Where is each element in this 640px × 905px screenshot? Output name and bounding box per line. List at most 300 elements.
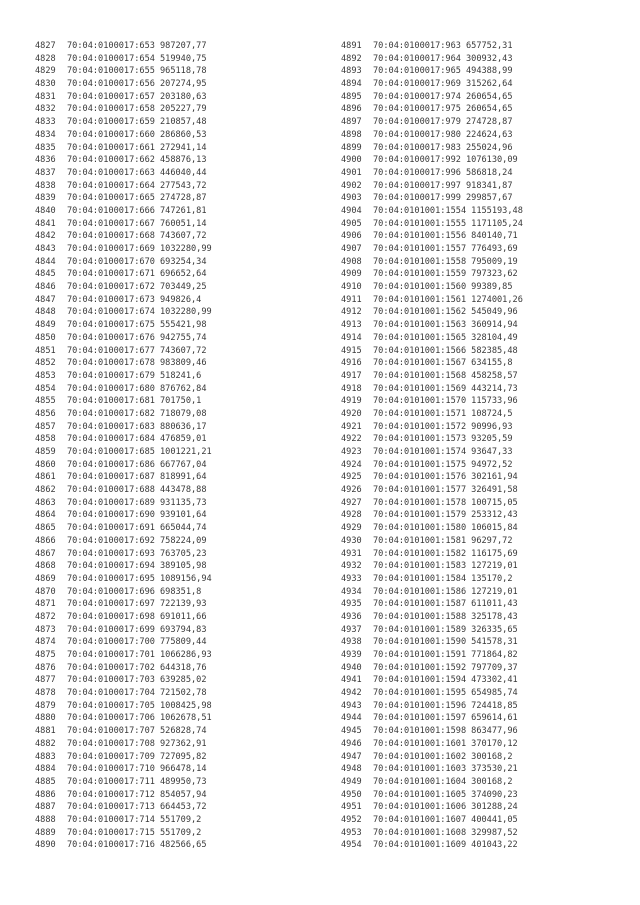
record-number: 4885 <box>35 776 56 787</box>
cadastral-value: 272941,14 <box>159 142 207 153</box>
cadastral-value: 987207,77 <box>159 41 207 51</box>
record-number: 4835 <box>35 142 56 153</box>
cadastral-value: 207274,95 <box>159 79 207 90</box>
cadastral-number: 70:04:0100017:710 <box>67 764 155 775</box>
cadastral-number: 70:04:0100017:713 <box>67 802 155 813</box>
record-row <box>35 268 212 281</box>
cadastral-value: 326335,65 <box>471 624 518 635</box>
cadastral-number: 70:04:0101001:1605 <box>373 789 467 800</box>
cadastral-value: 277543,72 <box>159 180 207 191</box>
cadastral-value: 551709,2 <box>159 827 202 838</box>
record-row <box>35 839 212 852</box>
cadastral-value: 476859,01 <box>159 434 207 445</box>
cadastral-number: 70:04:0100017:662 <box>67 155 155 166</box>
cadastral-value: 326491,58 <box>471 485 518 496</box>
record-number: 4892 <box>341 53 362 64</box>
cadastral-number: 70:04:0100017:705 <box>67 700 155 711</box>
record-number: 4897 <box>341 117 362 128</box>
cadastral-value: 776493,69 <box>471 244 518 254</box>
cadastral-number: 70:04:0100017:704 <box>67 688 155 699</box>
cadastral-value: 260654,65 <box>465 91 513 102</box>
record-row <box>341 700 523 713</box>
cadastral-value: 127219,01 <box>471 561 518 572</box>
record-row <box>341 662 523 675</box>
cadastral-value: 931135,73 <box>159 497 207 508</box>
cadastral-number: 70:04:0100017:711 <box>67 776 155 787</box>
cadastral-value: 1076130,09 <box>465 155 518 166</box>
cadastral-value: 1032280,99 <box>159 307 212 318</box>
record-row <box>35 180 212 193</box>
record-row <box>35 154 212 167</box>
record-row <box>35 306 212 319</box>
record-number: 4866 <box>35 535 56 546</box>
record-row <box>35 573 212 586</box>
cadastral-number: 70:04:0101001:1590 <box>373 637 467 648</box>
cadastral-number: 70:04:0100017:975 <box>373 104 461 115</box>
record-row <box>341 712 523 725</box>
record-row <box>35 674 212 687</box>
record-number: 4919 <box>341 396 362 407</box>
cadastral-value: 743607,72 <box>159 231 207 242</box>
record-row <box>341 154 523 167</box>
record-row <box>35 814 212 827</box>
record-row <box>35 256 212 269</box>
cadastral-number: 70:04:0100017:688 <box>67 485 155 496</box>
record-number: 4937 <box>341 624 362 635</box>
cadastral-number: 70:04:0100017:653 <box>67 41 155 51</box>
record-number: 4946 <box>341 738 362 749</box>
cadastral-number: 70:04:0100017:685 <box>67 447 155 457</box>
record-row <box>35 281 212 294</box>
record-number: 4830 <box>35 79 56 90</box>
cadastral-number: 70:04:0101001:1563 <box>373 320 467 331</box>
record-row <box>35 611 212 624</box>
record-number: 4847 <box>35 294 56 305</box>
record-number: 4904 <box>341 205 362 216</box>
record-number: 4833 <box>35 117 56 128</box>
record-row <box>341 256 523 269</box>
cadastral-number: 70:04:0101001:1555 <box>373 218 467 229</box>
cadastral-number: 70:04:0101001:1588 <box>373 611 467 622</box>
record-number: 4852 <box>35 358 56 369</box>
cadastral-value: 210857,48 <box>159 117 207 128</box>
record-number: 4933 <box>341 573 362 584</box>
cadastral-value: 255024,96 <box>465 142 513 153</box>
record-number: 4893 <box>341 66 362 77</box>
record-number: 4832 <box>35 104 56 115</box>
record-row <box>341 91 523 104</box>
cadastral-value: 1008425,98 <box>159 700 212 711</box>
record-number: 4867 <box>35 548 56 559</box>
cadastral-value: 854057,94 <box>159 789 207 800</box>
record-row <box>35 357 212 370</box>
record-number: 4953 <box>341 827 362 838</box>
cadastral-value: 329987,52 <box>471 827 518 838</box>
cadastral-number: 70:04:0100017:681 <box>67 396 155 407</box>
cadastral-number: 70:04:0100017:675 <box>67 320 155 331</box>
record-row <box>341 103 523 116</box>
cadastral-value: 519940,75 <box>159 53 207 64</box>
cadastral-value: 300168,2 <box>471 751 513 762</box>
record-number: 4944 <box>341 713 362 724</box>
record-row <box>341 332 523 345</box>
record-row <box>35 459 212 472</box>
cadastral-value: 545049,96 <box>471 307 518 318</box>
cadastral-number: 70:04:0100017:979 <box>373 117 461 128</box>
record-row <box>341 345 523 358</box>
cadastral-number: 70:04:0100017:694 <box>67 561 155 572</box>
record-row <box>341 205 523 218</box>
record-number: 4911 <box>341 294 362 305</box>
cadastral-value: 473302,41 <box>471 675 518 686</box>
cadastral-value: 876762,84 <box>159 383 207 394</box>
record-row <box>341 53 523 66</box>
cadastral-number: 70:04:0101001:1583 <box>373 561 467 572</box>
record-number: 4843 <box>35 244 56 254</box>
cadastral-number: 70:04:0101001:1570 <box>373 396 467 407</box>
record-number: 4862 <box>35 485 56 496</box>
cadastral-value: 446040,44 <box>159 167 207 178</box>
cadastral-number: 70:04:0100017:974 <box>373 91 461 102</box>
record-number: 4851 <box>35 345 56 356</box>
record-row <box>341 751 523 764</box>
cadastral-number: 70:04:0100017:660 <box>67 129 155 140</box>
cadastral-value: 701750,1 <box>159 396 202 407</box>
cadastral-number: 70:04:0101001:1574 <box>373 447 467 457</box>
cadastral-value: 966478,14 <box>159 764 207 775</box>
cadastral-number: 70:04:0100017:659 <box>67 117 155 128</box>
cadastral-value: 286860,53 <box>159 129 207 140</box>
record-row <box>341 789 523 802</box>
cadastral-number: 70:04:0100017:665 <box>67 193 155 204</box>
record-row <box>35 598 212 611</box>
record-row <box>341 763 523 776</box>
cadastral-number: 70:04:0100017:996 <box>373 167 461 178</box>
cadastral-value: 659614,61 <box>471 713 518 724</box>
record-row <box>341 509 523 522</box>
cadastral-number: 70:04:0100017:692 <box>67 535 155 546</box>
cadastral-number: 70:04:0101001:1602 <box>373 751 467 762</box>
cadastral-number: 70:04:0100017:661 <box>67 142 155 153</box>
cadastral-value: 302161,94 <box>471 472 518 483</box>
cadastral-value: 763705,23 <box>159 548 207 559</box>
cadastral-value: 696652,64 <box>159 269 207 280</box>
left-column <box>35 40 212 852</box>
record-row <box>341 522 523 535</box>
record-number: 4831 <box>35 91 56 102</box>
record-number: 4860 <box>35 459 56 470</box>
record-number: 4910 <box>341 282 362 293</box>
cadastral-number: 70:04:0101001:1606 <box>373 802 467 813</box>
cadastral-value: 370170,12 <box>471 738 518 749</box>
record-row <box>341 725 523 738</box>
record-row <box>35 497 212 510</box>
record-number: 4836 <box>35 155 56 166</box>
record-number: 4934 <box>341 586 362 597</box>
record-row <box>341 497 523 510</box>
cadastral-value: 482566,65 <box>159 840 207 851</box>
record-number: 4841 <box>35 218 56 229</box>
record-row <box>35 687 212 700</box>
cadastral-number: 70:04:0100017:965 <box>373 66 461 77</box>
cadastral-number: 70:04:0101001:1558 <box>373 256 467 267</box>
record-row <box>35 319 212 332</box>
record-row <box>341 167 523 180</box>
cadastral-value: 1171105,24 <box>471 218 523 229</box>
cadastral-value: 758224,09 <box>159 535 207 546</box>
record-number: 4827 <box>35 41 56 51</box>
cadastral-value: 1062678,51 <box>159 713 212 724</box>
record-number: 4909 <box>341 269 362 280</box>
record-number: 4875 <box>35 650 56 660</box>
cadastral-number: 70:04:0101001:1609 <box>373 840 467 851</box>
record-row <box>35 636 212 649</box>
cadastral-value: 94972,52 <box>471 459 513 470</box>
record-number: 4954 <box>341 840 362 851</box>
record-number: 4922 <box>341 434 362 445</box>
cadastral-number: 70:04:0101001:1557 <box>373 244 467 254</box>
record-row <box>35 142 212 155</box>
record-number: 4886 <box>35 789 56 800</box>
record-number: 4876 <box>35 662 56 673</box>
record-number: 4943 <box>341 700 362 711</box>
record-row <box>341 230 523 243</box>
cadastral-value: 300168,2 <box>471 776 513 787</box>
record-number: 4880 <box>35 713 56 724</box>
record-row <box>341 459 523 472</box>
record-row <box>35 421 212 434</box>
cadastral-value: 795009,19 <box>471 256 518 267</box>
record-number: 4881 <box>35 726 56 737</box>
cadastral-value: 718079,08 <box>159 408 207 419</box>
record-number: 4926 <box>341 485 362 496</box>
cadastral-value: 443478,88 <box>159 485 207 496</box>
record-number: 4906 <box>341 231 362 242</box>
cadastral-number: 70:04:0101001:1576 <box>373 472 467 483</box>
record-row <box>35 548 212 561</box>
cadastral-number: 70:04:0101001:1581 <box>373 535 467 546</box>
record-number: 4837 <box>35 167 56 178</box>
record-row <box>341 573 523 586</box>
record-row <box>35 383 212 396</box>
cadastral-value: 693254,34 <box>159 256 207 267</box>
record-number: 4929 <box>341 523 362 534</box>
record-number: 4948 <box>341 764 362 775</box>
cadastral-value: 115733,96 <box>471 396 518 407</box>
cadastral-number: 70:04:0100017:674 <box>67 307 155 318</box>
cadastral-value: 96297,72 <box>471 535 513 546</box>
right-column <box>341 40 523 852</box>
record-number: 4869 <box>35 573 56 584</box>
record-number: 4903 <box>341 193 362 204</box>
record-number: 4891 <box>341 41 362 51</box>
cadastral-value: 93647,33 <box>471 447 513 457</box>
cadastral-value: 942755,74 <box>159 332 207 343</box>
record-number: 4868 <box>35 561 56 572</box>
cadastral-number: 70:04:0101001:1587 <box>373 599 467 610</box>
cadastral-number: 70:04:0100017:707 <box>67 726 155 737</box>
cadastral-value: 724418,85 <box>471 700 518 711</box>
record-row <box>35 712 212 725</box>
record-row <box>35 218 212 231</box>
record-number: 4932 <box>341 561 362 572</box>
cadastral-value: 443214,73 <box>471 383 518 394</box>
cadastral-number: 70:04:0100017:680 <box>67 383 155 394</box>
record-number: 4942 <box>341 688 362 699</box>
cadastral-number: 70:04:0100017:701 <box>67 650 155 660</box>
record-row <box>35 230 212 243</box>
cadastral-number: 70:04:0101001:1596 <box>373 700 467 711</box>
record-number: 4838 <box>35 180 56 191</box>
record-row <box>341 65 523 78</box>
cadastral-number: 70:04:0101001:1568 <box>373 370 467 381</box>
record-row <box>341 281 523 294</box>
cadastral-value: 458258,57 <box>471 370 518 381</box>
cadastral-value: 1274001,26 <box>471 294 523 305</box>
cadastral-number: 70:04:0101001:1566 <box>373 345 467 356</box>
record-row <box>35 827 212 840</box>
record-number: 4849 <box>35 320 56 331</box>
cadastral-value: 99389,85 <box>471 282 513 293</box>
cadastral-value: 818991,64 <box>159 472 207 483</box>
record-number: 4902 <box>341 180 362 191</box>
record-number: 4951 <box>341 802 362 813</box>
cadastral-number: 70:04:0100017:668 <box>67 231 155 242</box>
record-row <box>341 421 523 434</box>
record-row <box>341 598 523 611</box>
cadastral-number: 70:04:0101001:1592 <box>373 662 467 673</box>
cadastral-value: 863477,96 <box>471 726 518 737</box>
record-number: 4931 <box>341 548 362 559</box>
record-row <box>341 268 523 281</box>
record-number: 4905 <box>341 218 362 229</box>
record-number: 4839 <box>35 193 56 204</box>
cadastral-value: 775809,44 <box>159 637 207 648</box>
record-row <box>35 763 212 776</box>
cadastral-number: 70:04:0101001:1601 <box>373 738 467 749</box>
cadastral-number: 70:04:0101001:1607 <box>373 814 467 825</box>
cadastral-value: 667767,04 <box>159 459 207 470</box>
record-row <box>341 370 523 383</box>
cadastral-value: 127219,01 <box>471 586 518 597</box>
record-number: 4918 <box>341 383 362 394</box>
record-row <box>35 586 212 599</box>
cadastral-number: 70:04:0101001:1597 <box>373 713 467 724</box>
record-number: 4952 <box>341 814 362 825</box>
cadastral-value: 93205,59 <box>471 434 513 445</box>
cadastral-number: 70:04:0100017:679 <box>67 370 155 381</box>
cadastral-number: 70:04:0100017:654 <box>67 53 155 64</box>
record-number: 4850 <box>35 332 56 343</box>
cadastral-value: 400441,05 <box>471 814 518 825</box>
record-row <box>341 776 523 789</box>
record-row <box>341 306 523 319</box>
cadastral-number: 70:04:0101001:1577 <box>373 485 467 496</box>
cadastral-number: 70:04:0100017:712 <box>67 789 155 800</box>
record-row <box>35 484 212 497</box>
record-number: 4845 <box>35 269 56 280</box>
record-number: 4912 <box>341 307 362 318</box>
record-row <box>341 395 523 408</box>
cadastral-value: 401043,22 <box>471 840 518 851</box>
record-number: 4923 <box>341 447 362 457</box>
cadastral-number: 70:04:0101001:1603 <box>373 764 467 775</box>
record-row <box>341 814 523 827</box>
record-number: 4930 <box>341 535 362 546</box>
cadastral-value: 722139,93 <box>159 599 207 610</box>
record-number: 4939 <box>341 650 362 660</box>
cadastral-value: 541578,31 <box>471 637 518 648</box>
cadastral-number: 70:04:0100017:686 <box>67 459 155 470</box>
cadastral-number: 70:04:0100017:716 <box>67 840 155 851</box>
record-number: 4917 <box>341 370 362 381</box>
cadastral-value: 374090,23 <box>471 789 518 800</box>
cadastral-value: 555421,98 <box>159 320 207 331</box>
record-number: 4873 <box>35 624 56 635</box>
record-row <box>35 243 212 256</box>
record-row <box>35 738 212 751</box>
cadastral-value: 518241,6 <box>159 370 202 381</box>
record-row <box>35 116 212 129</box>
cadastral-value: 100715,05 <box>471 497 518 508</box>
record-row <box>35 167 212 180</box>
record-row <box>341 687 523 700</box>
record-number: 4920 <box>341 408 362 419</box>
cadastral-number: 70:04:0100017:677 <box>67 345 155 356</box>
record-number: 4938 <box>341 637 362 648</box>
cadastral-number: 70:04:0101001:1595 <box>373 688 467 699</box>
record-row <box>35 78 212 91</box>
cadastral-value: 691011,66 <box>159 611 207 622</box>
record-row <box>35 129 212 142</box>
cadastral-number: 70:04:0100017:708 <box>67 738 155 749</box>
cadastral-value: 106015,84 <box>471 523 518 534</box>
cadastral-value: 797323,62 <box>471 269 518 280</box>
record-number: 4916 <box>341 358 362 369</box>
record-number: 4899 <box>341 142 362 153</box>
record-number: 4856 <box>35 408 56 419</box>
record-row <box>341 129 523 142</box>
record-row <box>35 662 212 675</box>
record-number: 4872 <box>35 611 56 622</box>
cadastral-number: 70:04:0101001:1565 <box>373 332 467 343</box>
record-row <box>341 560 523 573</box>
cadastral-number: 70:04:0100017:666 <box>67 205 155 216</box>
cadastral-value: 611011,43 <box>471 599 518 610</box>
cadastral-number: 70:04:0100017:997 <box>373 180 461 191</box>
record-row <box>341 446 523 459</box>
record-row <box>35 700 212 713</box>
record-number: 4853 <box>35 370 56 381</box>
record-number: 4896 <box>341 104 362 115</box>
cadastral-value: 551709,2 <box>159 814 202 825</box>
cadastral-number: 70:04:0100017:709 <box>67 751 155 762</box>
record-number: 4901 <box>341 167 362 178</box>
record-row <box>341 243 523 256</box>
cadastral-number: 70:04:0100017:678 <box>67 358 155 369</box>
record-number: 4834 <box>35 129 56 140</box>
cadastral-number: 70:04:0101001:1598 <box>373 726 467 737</box>
cadastral-value: 727095,82 <box>159 751 207 762</box>
record-row <box>341 433 523 446</box>
record-number: 4936 <box>341 611 362 622</box>
record-number: 4935 <box>341 599 362 610</box>
cadastral-value: 1001221,21 <box>159 447 212 457</box>
cadastral-value: 1066286,93 <box>159 650 212 660</box>
cadastral-number: 70:04:0100017:703 <box>67 675 155 686</box>
cadastral-number: 70:04:0100017:671 <box>67 269 155 280</box>
cadastral-number: 70:04:0100017:669 <box>67 244 155 254</box>
